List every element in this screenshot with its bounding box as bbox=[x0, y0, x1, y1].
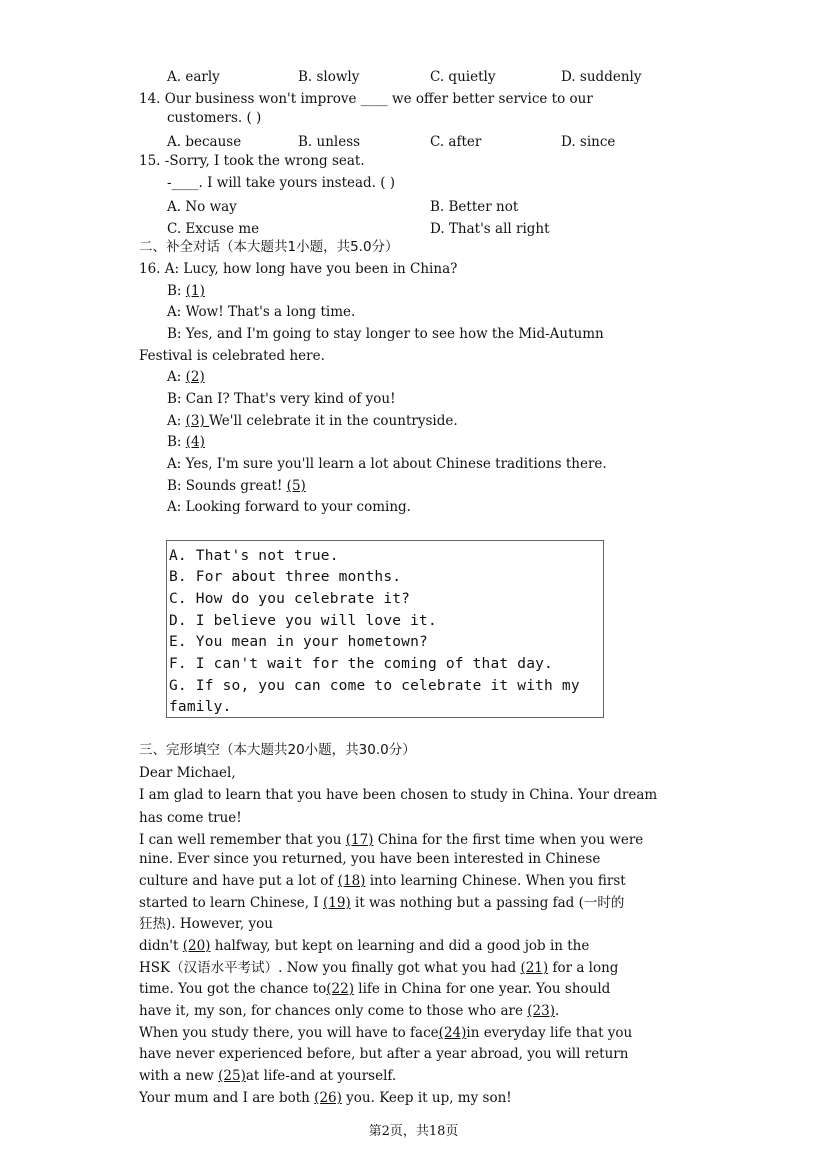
q16-line-2: B: (1) bbox=[167, 283, 205, 299]
q15-option-a: A. No way bbox=[167, 199, 237, 215]
blank-26[interactable]: (26) bbox=[314, 1090, 342, 1106]
choice-f: F. I can't wait for the coming of that day. bbox=[169, 656, 553, 672]
blank-25[interactable]: (25) bbox=[218, 1068, 246, 1084]
letter-line-11: time. You got the chance to(22) life in China for one year. You should bbox=[139, 981, 611, 997]
blank-21[interactable]: (21) bbox=[520, 960, 549, 976]
q16-line-8: A: (3) We'll celebrate it in the countryside. bbox=[167, 413, 458, 429]
letter-line-9: didn't (20) halfway, but kept on learning and did a good job in the bbox=[139, 938, 590, 954]
q16-line-6: A: (2) bbox=[167, 369, 205, 385]
choice-c: C. How do you celebrate it? bbox=[169, 591, 411, 607]
q13-option-b: B. slowly bbox=[298, 69, 360, 85]
q13-option-a: A. early bbox=[167, 69, 220, 85]
blank-23[interactable]: (23) bbox=[527, 1003, 555, 1019]
blank-2[interactable]: (2) bbox=[185, 369, 205, 385]
blank-19[interactable]: (19) bbox=[323, 895, 351, 911]
q16-line-1: 16. A: Lucy, how long have you been in China? bbox=[139, 261, 458, 277]
choice-b: B. For about three months. bbox=[169, 569, 402, 585]
letter-line-4: I can well remember that you (17) China for the first time when you were bbox=[139, 832, 644, 848]
letter-line-3: has come true! bbox=[139, 810, 242, 826]
q13-option-d: D. suddenly bbox=[561, 69, 642, 85]
section2-heading: 二、补全对话（本大题共1小题，共5.0分） bbox=[139, 239, 399, 255]
letter-line-14: have never experienced before, but after a year abroad, you will return bbox=[139, 1046, 629, 1062]
letter-line-7: started to learn Chinese, I (19) it was nothing but a passing fad (一时的 bbox=[139, 895, 625, 911]
q16-line-7: B: Can I? That's very kind of you! bbox=[167, 391, 396, 407]
choices-box bbox=[166, 540, 604, 718]
letter-line-15: with a new (25)at life-and at yourself. bbox=[139, 1068, 397, 1084]
q16-line-9: B: (4) bbox=[167, 434, 205, 450]
blank-5[interactable]: (5) bbox=[286, 478, 306, 494]
letter-line-10: HSK（汉语水平考试）. Now you finally got what you had (21) for a long bbox=[139, 960, 619, 976]
q14-option-d: D. since bbox=[561, 134, 616, 150]
q16-line-11: B: Sounds great! (5) bbox=[167, 478, 306, 494]
letter-line-2: I am glad to learn that you have been chosen to study in China. Your dream bbox=[139, 787, 658, 803]
letter-line-12: have it, my son, for chances only come to those who are (23). bbox=[139, 1003, 560, 1019]
blank-22[interactable]: (22) bbox=[326, 981, 354, 997]
q14-stem: 14. Our business won't improve ____ we offer better service to our bbox=[139, 91, 593, 107]
q14-option-a: A. because bbox=[167, 134, 242, 150]
choice-d: D. I believe you will love it. bbox=[169, 613, 437, 629]
q16-line-5: Festival is celebrated here. bbox=[139, 348, 325, 364]
blank-18[interactable]: (18) bbox=[337, 873, 366, 889]
q14-stem-cont: customers. ( ) bbox=[167, 110, 262, 126]
blank-24[interactable]: (24) bbox=[438, 1025, 467, 1041]
q13-option-c: C. quietly bbox=[430, 69, 496, 85]
q15-stem: 15. -Sorry, I took the wrong seat. bbox=[139, 153, 365, 169]
blank-20[interactable]: (20) bbox=[182, 938, 211, 954]
q16-line-12: A: Looking forward to your coming. bbox=[167, 499, 411, 515]
letter-line-13: When you study there, you will have to face(24)in everyday life that you bbox=[139, 1025, 633, 1041]
q16-line-10: A: Yes, I'm sure you'll learn a lot about Chinese traditions there. bbox=[167, 456, 607, 472]
page-footer: 第2页，共18页 bbox=[368, 1124, 459, 1139]
letter-line-8: 狂热). However, you bbox=[139, 916, 273, 932]
blank-17[interactable]: (17) bbox=[345, 832, 374, 848]
q15-option-d: D. That's all right bbox=[430, 221, 550, 237]
blank-4[interactable]: (4) bbox=[185, 434, 205, 450]
q14-option-c: C. after bbox=[430, 134, 482, 150]
blank-1[interactable]: (1) bbox=[185, 283, 205, 299]
section3-heading: 三、完形填空（本大题共20小题，共30.0分） bbox=[139, 742, 416, 758]
letter-line-6: culture and have put a lot of (18) into learning Chinese. When you first bbox=[139, 873, 626, 889]
letter-line-5: nine. Ever since you returned, you have been interested in Chinese bbox=[139, 851, 601, 867]
q15-option-b: B. Better not bbox=[430, 199, 519, 215]
q16-line-3: A: Wow! That's a long time. bbox=[167, 304, 356, 320]
q14-option-b: B. unless bbox=[298, 134, 361, 150]
q16-line-4: B: Yes, and I'm going to stay longer to see how the Mid-Autumn bbox=[167, 326, 604, 342]
choice-g: G. If so, you can come to celebrate it with my bbox=[169, 678, 580, 694]
choice-g-cont: family. bbox=[169, 699, 232, 715]
q15-option-c: C. Excuse me bbox=[167, 221, 260, 237]
q15-stem-cont: -____. I will take yours instead. ( ) bbox=[167, 175, 396, 191]
choice-a: A. That's not true. bbox=[169, 548, 339, 564]
letter-greeting: Dear Michael, bbox=[139, 765, 236, 781]
choice-e: E. You mean in your hometown? bbox=[169, 634, 428, 650]
letter-line-16: Your mum and I are both (26) you. Keep it up, my son! bbox=[139, 1090, 512, 1106]
blank-3[interactable]: (3) bbox=[185, 413, 210, 429]
